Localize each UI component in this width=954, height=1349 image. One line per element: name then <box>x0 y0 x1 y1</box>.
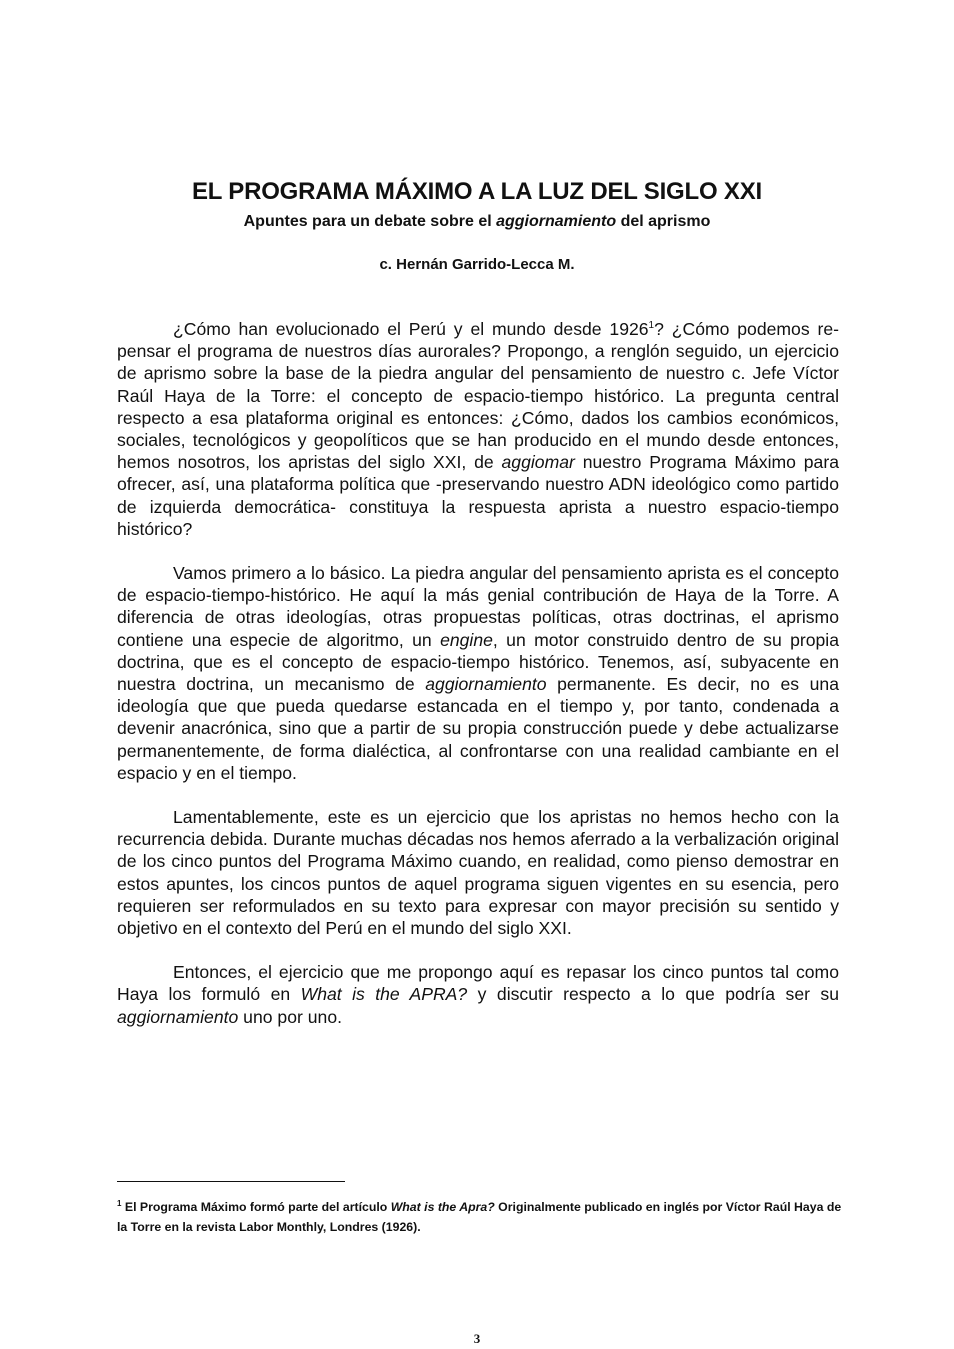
paragraph-4-italic-aggiornamiento: aggiornamiento <box>117 1006 239 1027</box>
paragraph-2-text-e: permanente. Es decir, no es una ideología que que pueda quedarse estancada en el tiempo y, por tanto, condenada a devenir anacrónica, sino que a partir de su propia construcción puede y debe actualizarse permanentemente, de forma dialéctica, al confrontarse con una realidad cambiante en el espacio y en el tiempo. <box>117 674 840 783</box>
paragraph-2-italic-engine: engine <box>440 629 493 650</box>
paragraph-3: Lamentablemente, este es un ejercicio que los apristas no hemos hecho con la recurrencia debida. Durante muchas décadas nos hemos aferrado a la verbalización original de los cinco puntos del Programa Máximo cuando, en realidad, como pienso demostrar en estos apuntes, los cincos puntos de aquel programa siguen vigentes en su esencia, pero requieren ser reformulados en su texto para expresar con mayor precisión su sentido y objetivo en el contexto del Perú en el mundo del siglo XXI. <box>117 807 839 939</box>
paragraph-4-italic-title: What is the APRA? <box>300 984 468 1005</box>
footnote-reference: 1 <box>648 320 655 332</box>
footnote-mark: 1 <box>117 1198 122 1208</box>
paragraph-1-italic: aggiomar <box>501 452 575 473</box>
page-number: 3 <box>473 1331 481 1346</box>
paragraph-1-text-b: ? ¿Cómo podemos re-pensar el programa de nuestros días aurorales? Propongo, a renglón seguido, un ejercicio de aprismo sobre la base de la piedra angular del pensamiento de nuestro c. Jefe Víctor Raúl Haya de la Torre: el concepto de espacio-tiempo histórico. La pregunta central respecto a esa plataforma original es entonces: ¿Cómo, dados los cambios económicos, sociales, tecnológicos y geopolíticos que se han producido en el mundo desde entonces, hemos nosotros, los apristas del siglo XXI, de <box>117 319 839 473</box>
paragraph-1 <box>117 318 839 540</box>
footnote-italic-title: What is the Apra? <box>390 1200 495 1214</box>
paragraph-2-text-a: Vamos primero a lo básico. La piedra angular del pensamiento aprista es el concepto de espacio-tiempo-histórico. He aquí la más genial contribución de Haya de la Torre. A diferencia de otras ideologías, otras propuestas políticas, otras doctrinas, el aprismo contiene una especie de algoritmo, un <box>117 563 839 650</box>
body-text <box>117 318 839 1050</box>
footnote-text-c: Originalmente publicado en inglés por Víctor Raúl Haya de la Torre en la revista Labor Monthly, Londres (1926). <box>117 1200 842 1234</box>
paragraph-4-text-a: Entonces, el ejercicio que me propongo aquí es repasar los cinco puntos tal como Haya los formuló en <box>117 962 839 1005</box>
subtitle-text-end: del aprismo <box>616 213 711 230</box>
paragraph-1-text-a: ¿Cómo han evolucionado el Perú y el mundo desde 1926 <box>173 319 649 339</box>
paragraph-4-text-c: y discutir respecto a lo que podría ser su <box>467 984 839 1005</box>
footnote-text-a: El Programa Máximo formó parte del artículo <box>121 1200 391 1214</box>
subtitle-italic-term: aggiornamiento <box>496 213 617 230</box>
footnote-1 <box>117 1197 842 1237</box>
paragraph-4 <box>117 961 839 1028</box>
footnote-separator <box>117 1181 345 1182</box>
document-subtitle <box>0 213 954 231</box>
paragraph-2-italic-aggiornamiento: aggiornamiento <box>425 674 547 695</box>
paragraph-1-text-d: nuestro Programa Máximo para ofrecer, así, una plataforma política que -preservando nuestro ADN ideológico como partido de izquierda democrática- constituya la respuesta aprista a nuestro espacio-tiempo histórico? <box>117 452 839 539</box>
subtitle-text: Apuntes para un debate sobre el <box>243 213 497 230</box>
author-line: c. Hernán Garrido-Lecca M. <box>379 256 575 273</box>
document-title: EL PROGRAMA MÁXIMO A LA LUZ DEL SIGLO XXI <box>191 178 763 205</box>
paragraph-2 <box>117 562 839 784</box>
paragraph-2-text-c: , un motor construido dentro de su propia doctrina, que es el concepto de espacio-tiempo histórico. Tenemos, así, subyacente en nuestra doctrina, un mecanismo de <box>117 629 840 695</box>
paragraph-4-text-e: uno por uno. <box>238 1006 342 1027</box>
